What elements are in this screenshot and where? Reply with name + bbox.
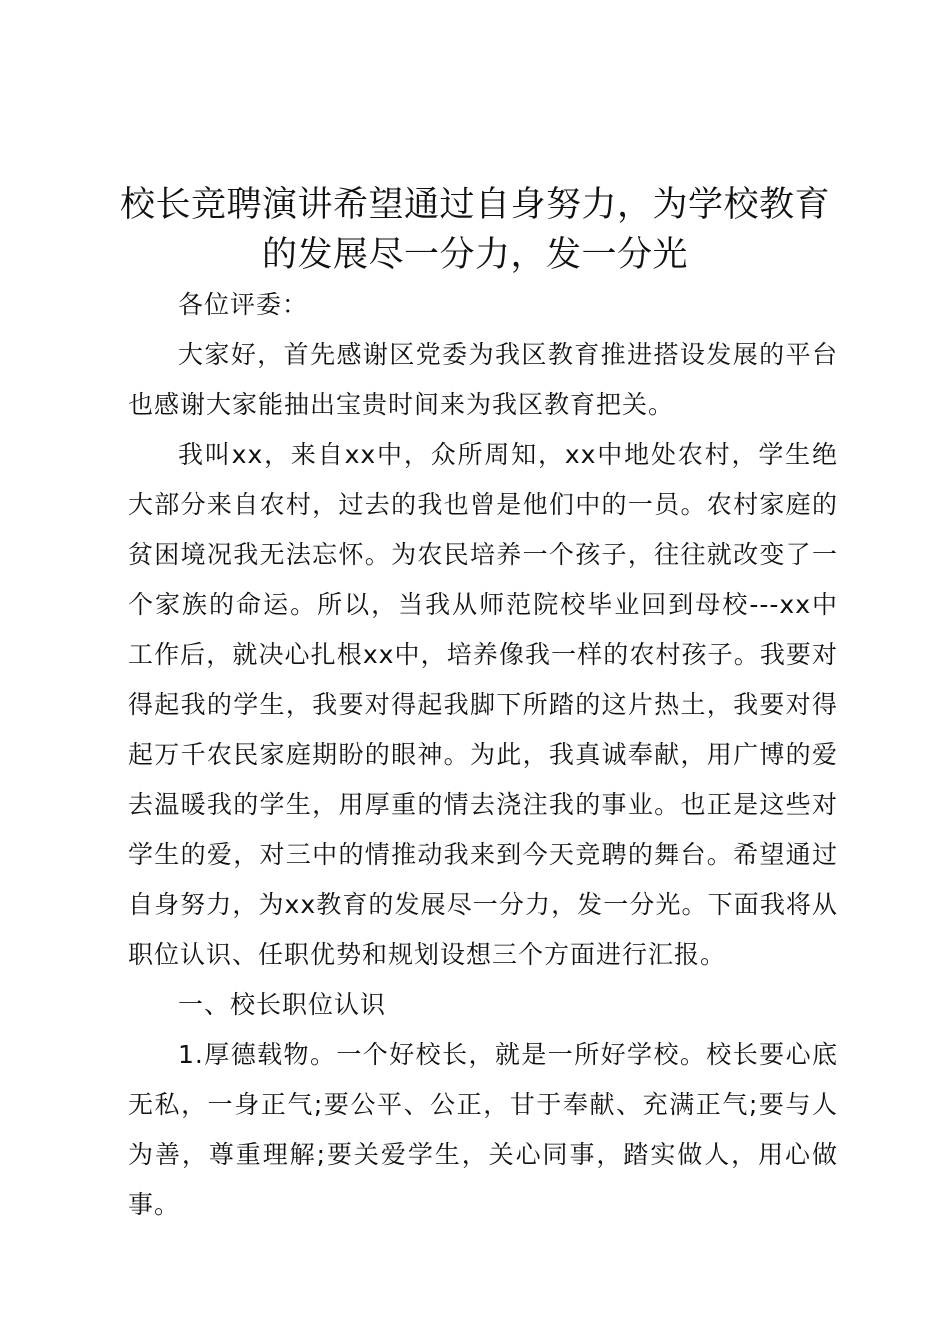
paragraph-greeting: 大家好，首先感谢区党委为我区教育推进搭设发展的平台也感谢大家能抽出宝贵时间来为我区教育把关。: [128, 340, 838, 419]
document-body: [128, 280, 838, 1230]
paragraph-introduction: 我叫xx，来自xx中，众所周知，xx中地处农村，学生绝大部分来自农村，过去的我也曾是他们中的一员。农村家庭的贫困境况我无法忘怀。为农民培养一个孩子，往往就改变了一个家族的命运。所以，当我从师范院校毕业回到母校---xx中工作后，就决心扎根xx中，培养像我一样的农村孩子。我要对得起我的学生，我要对得起我脚下所踏的这片热土，我要对得起万千农民家庭期盼的眼神。为此，我真诚奉献，用广博的爱去温暖我的学生，用厚重的情去浇注我的事业。也正是这些对学生的爱，对三中的情推动我来到今天竞聘的舞台。希望通过自身努力，为xx教育的发展尽一分力，发一分光。下面我将从职位认识、任职优势和规划设想三个方面进行汇报。: [128, 440, 838, 969]
salutation: 各位评委：: [178, 290, 309, 319]
document-title: 校长竞聘演讲希望通过自身努力，为学校教育的发展尽一分力，发一分光: [120, 185, 831, 275]
paragraph-section-one: 1.厚德载物。一个好校长，就是一所好学校。校长要心底无私，一身正气;要公平、公正，甘于奉献、充满正气;要与人为善，尊重理解;要关爱学生，关心同事，踏实做人，用心做事。: [128, 1040, 838, 1219]
section-heading: 一、校长职位认识: [178, 990, 387, 1019]
